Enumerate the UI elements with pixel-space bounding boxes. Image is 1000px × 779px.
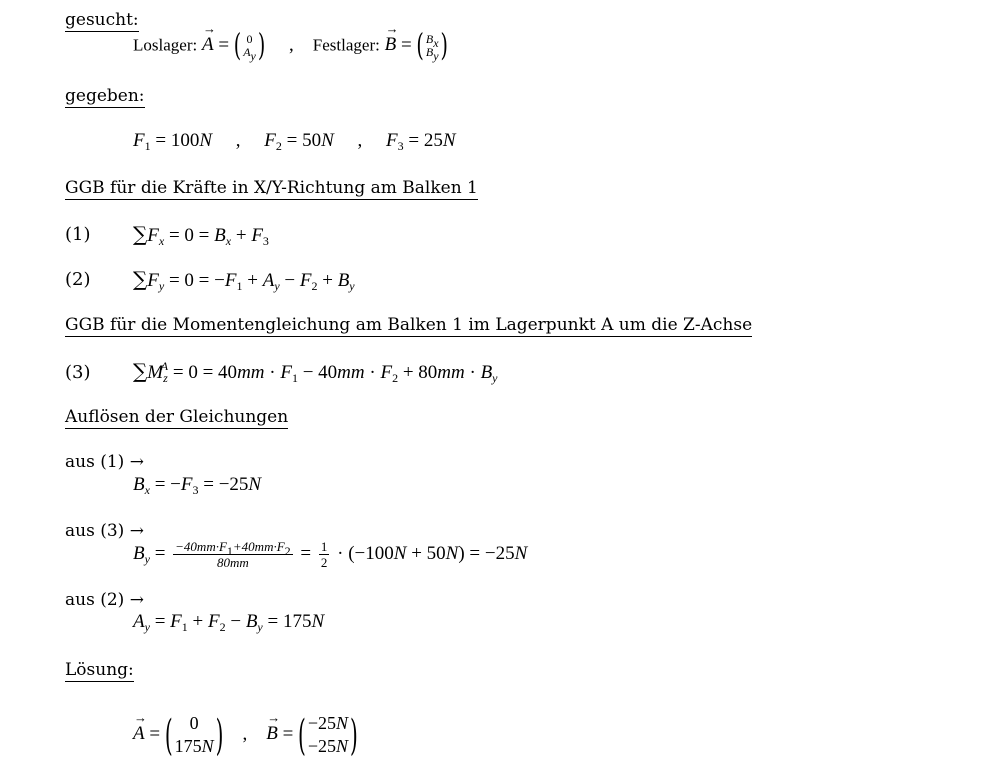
eq2: $\sum F_y = 0 = -F_1 + A_y - F_2 + B_y$ [133,267,355,293]
B-solution-1: −25N [307,736,349,756]
section-ggb-forces: GGB für die Kräfte in X/Y-Richtung am Balken 1 [65,178,478,198]
loslager-label: Loslager: [133,35,198,55]
eq3-label: (3) [65,362,91,383]
B-solution-0: −25N [307,713,349,733]
festlager-label: Festlager: [312,35,380,55]
solution-vector-A: → A [133,710,147,745]
eq3: $\sum M_z^A = 0 = 40mm \cdot F_1 - 40mm \cdot F_2 + 80mm \cdot B_y$ [133,359,498,385]
vector-B: → B [384,21,399,56]
section-solve: Auflösen der Gleichungen [65,407,289,427]
matrix-A-solution: ( 0 175N ) [164,709,224,761]
result-Ay: $A_y = F_1 + F_2 - B_y = 175N$ [133,611,325,634]
A-solution-0: 0 [189,713,199,733]
matrix-B-sought: ( $B_x$ $B_y$ ) [416,28,448,64]
A-col-0: 0 [246,32,253,46]
from-eq1: aus (1) → [65,452,144,472]
A-col-1: $A_y$ [243,45,256,63]
section-solution: Lösung: [65,660,134,680]
section-gegeben: gegeben: [65,86,145,106]
matrix-A-sought: ( 0 $A_y$ ) [233,28,266,64]
vector-A: → A [201,21,216,56]
eq1: $\sum F_x = 0 = B_x + F_3$ [133,222,269,248]
eq2-label: (2) [65,269,91,290]
from-eq2: aus (2) → [65,590,144,610]
fraction-half: $\frac{1}{2}$ [320,539,328,570]
solution-vectors: → A = ( 0 175N ) , → B = ( −25N −25N ) [133,709,358,761]
solution-vector-B: → B [266,710,281,745]
fraction-By: $\frac{-40mm\cdot F_1+40mm\cdot F_2}{80mm}$ [175,539,291,570]
result-By: $B_y$ = $\frac{-40mm\cdot F_1+40mm\cdot F_2}{80mm}$ = $\frac{1}{2}$ · (−100N + 50N) = −25N [133,539,528,570]
section-ggb-moment: GGB für die Momentengleichung am Balken 1 im Lagerpunkt A um die Z-Achse [65,315,753,335]
section-gesucht: gesucht: [65,10,139,30]
from-eq3: aus (3) → [65,521,144,541]
gesucht-line: Loslager: → A = ( 0 $A_y$ ) , Festlager: → B = ( $B_x$ $B_y$ ) [133,21,448,64]
A-solution-1: 175N [174,736,214,756]
result-Bx: $B_x = -F_3 = -25N$ [133,474,262,497]
matrix-B-solution: ( −25N −25N ) [298,709,358,761]
eq1-label: (1) [65,224,91,245]
given-forces: $F_1 = 100N$ , $F_2 = 50N$ , $F_3 = 25N$ [133,130,456,153]
